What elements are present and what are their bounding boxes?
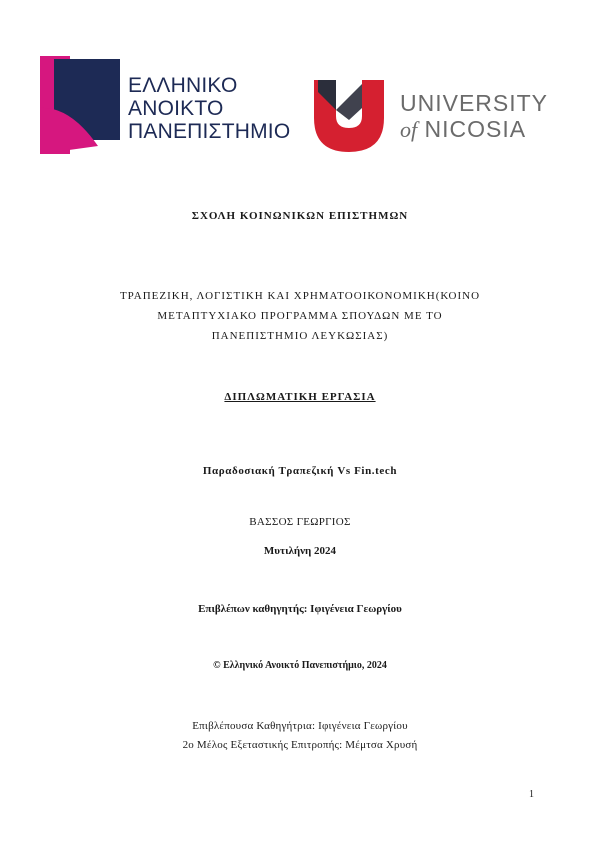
unic-nicosia: NICOSIA: [424, 116, 527, 142]
unic-logo-text: [400, 90, 548, 143]
unic-line-2: [400, 116, 548, 143]
unic-logo-emblem: [314, 80, 384, 152]
school-name: ΣΧΟΛΗ ΚΟΙΝΩΝΙΚΩΝ ΕΠΙΣΤΗΜΩΝ: [191, 210, 409, 222]
committee-list: [0, 717, 600, 755]
thesis-type-text: ΔΙΠΛΩΜΑΤΙΚΗ ΕΡΓΑΣΙΑ: [224, 391, 376, 403]
committee-member-2: 2ο Μέλος Εξεταστικής Επιτροπής: Μέμτσα Χρυσή: [182, 739, 418, 751]
thesis-title: Παραδοσιακή Τραπεζική Vs Fin.tech: [202, 465, 398, 477]
program-title: [0, 286, 600, 346]
place-date: Μυτιλήνη 2024: [263, 545, 337, 557]
program-line-1: ΤΡΑΠΕΖΙΚΗ, ΛΟΓΙΣΤΙΚΗ ΚΑΙ ΧΡΗΜΑΤΟΟΙΚΟΝΟΜΙΚΗ(ΚΟΙΝΟ: [119, 290, 481, 302]
eap-line-1: ΕΛΛΗΝΙΚΟ: [128, 74, 238, 97]
page-number: 1: [529, 789, 534, 800]
unic-of: of: [400, 117, 418, 142]
program-line-2: ΜΕΤΑΠΤΥΧΙΑΚΟ ΠΡΟΓΡΑΜΜΑ ΣΠΟΥΔΩΝ ΜΕ ΤΟ: [157, 310, 443, 322]
unic-line-1: UNIVERSITY: [400, 90, 549, 116]
committee-member-1: Επιβλέπουσα Καθηγήτρια: Ιφιγένεια Γεωργίου: [192, 720, 408, 732]
program-line-3: ΠΑΝΕΠΙΣΤΗΜΙΟ ΛΕΥΚΩΣΙΑΣ): [211, 330, 389, 342]
supervisor-line: Επιβλέπων καθηγητής: Ιφιγένεια Γεωργίου: [198, 603, 402, 615]
copyright-notice: © Ελληνικό Ανοικτό Πανεπιστήμιο, 2024: [213, 660, 387, 671]
thesis-type-heading: [0, 391, 600, 403]
eap-logo-text: [128, 74, 290, 143]
eap-line-3: ΠΑΝΕΠΙΣΤΗΜΙΟ: [128, 120, 291, 143]
author-name: ΒΑΣΣΟΣ ΓΕΩΡΓΙΟΣ: [249, 516, 351, 528]
eap-line-2: ΑΝΟΙΚΤΟ: [128, 97, 224, 120]
